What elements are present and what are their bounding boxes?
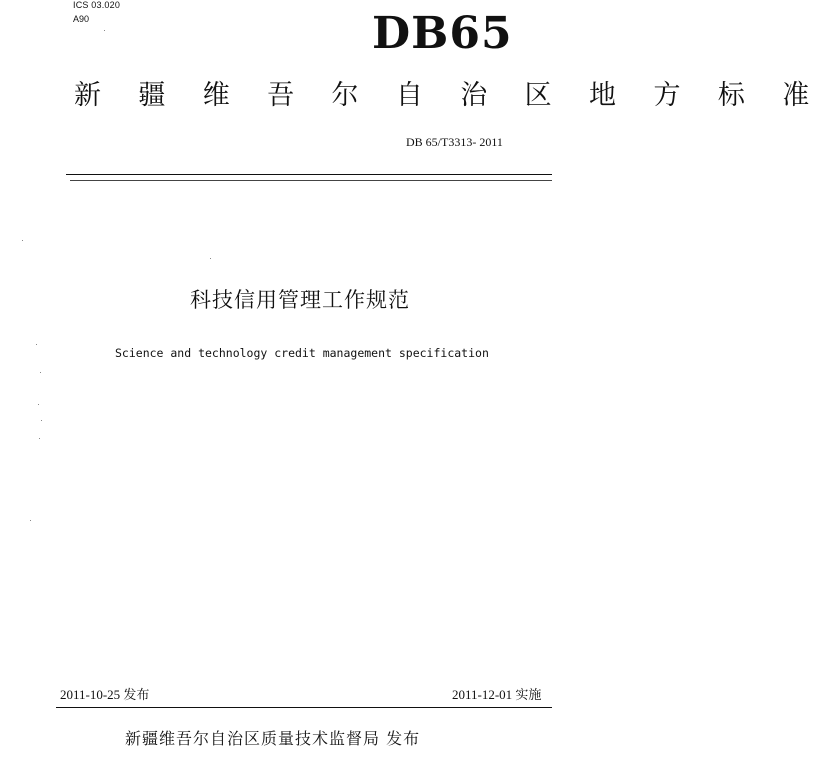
scan-speck (36, 344, 37, 345)
implementation-date: 2011-12-01 实施 (452, 687, 542, 702)
standard-type-heading: 新 疆 维 吾 尔 自 治 区 地 方 标 准 (74, 80, 824, 111)
standard-number: DB 65/T3313- 2011 (406, 135, 503, 149)
top-divider-secondary (70, 180, 552, 181)
bottom-divider (56, 707, 552, 708)
scan-speck (30, 520, 31, 521)
ics-code: ICS 03.020 (73, 0, 121, 10)
document-title-english: Science and technology credit management specification (115, 346, 489, 360)
top-divider (66, 174, 552, 175)
scan-speck (104, 30, 105, 31)
scan-speck (22, 240, 23, 241)
issuing-authority: 新疆维吾尔自治区质量技术监督局 发布 (125, 729, 421, 748)
scan-speck (41, 420, 42, 421)
standard-logo: DB65 (372, 8, 513, 59)
document-title-chinese: 科技信用管理工作规范 (190, 288, 410, 312)
scan-speck (39, 438, 40, 439)
issue-date: 2011-10-25 发布 (60, 687, 150, 702)
ccs-code: A90 (73, 14, 90, 24)
scan-speck (40, 372, 41, 373)
scan-speck (38, 404, 39, 405)
scan-speck (210, 258, 211, 259)
